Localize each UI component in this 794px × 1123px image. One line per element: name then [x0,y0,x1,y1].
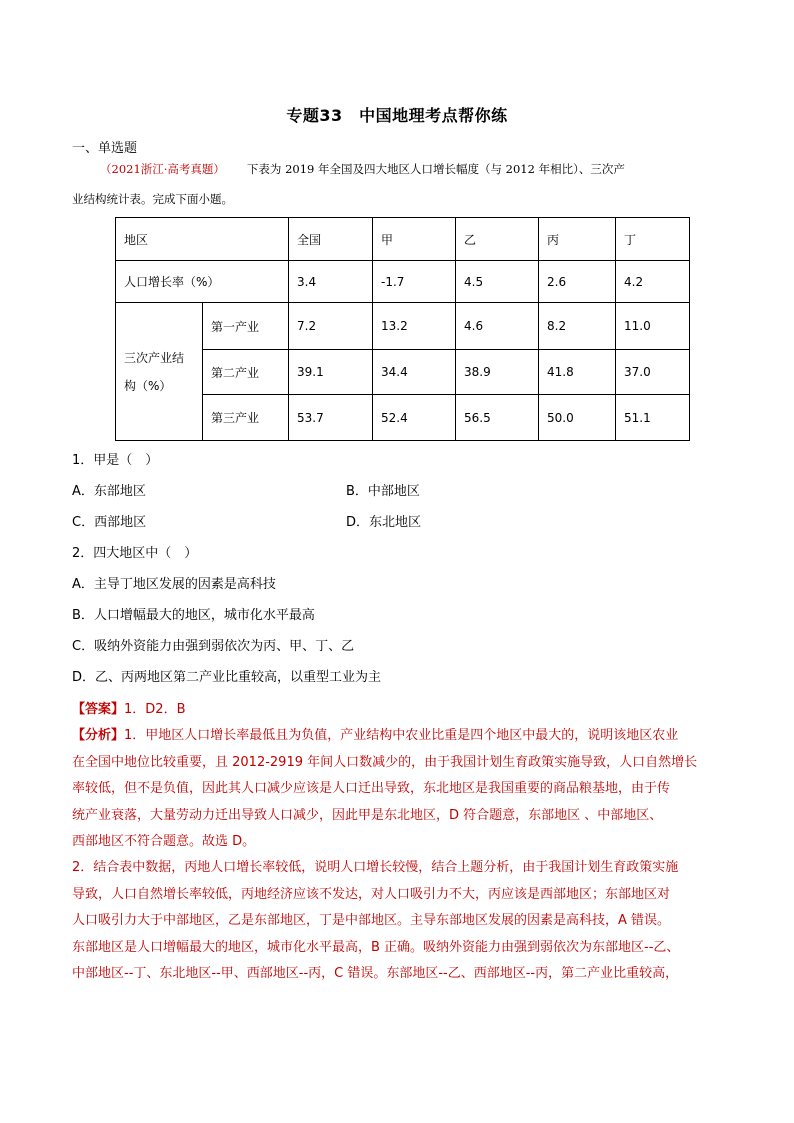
analysis-line: 西部地区不符合题意。故选 D。 [72,834,256,849]
row-group-label [116,303,203,441]
table-cell: -1.7 [373,261,456,303]
question-2-stem: 2．四大地区中（ ） [72,546,198,561]
table-cell: 2.6 [539,261,616,303]
table-cell: 38.9 [456,350,539,395]
row-label: 人口增长率（%） [116,261,289,303]
intro-text-2: 业结构统计表。完成下面小题。 [72,192,233,206]
question-intro-line-1 [72,158,722,180]
question-source: （2021浙江·高考真题） [100,162,225,176]
header-cell: 丁 [616,218,690,261]
table-cell: 56.5 [456,395,539,441]
header-cell: 全国 [289,218,373,261]
q1-option-d[interactable]: D．东北地区 [346,515,422,530]
answer-label: 【答案】 [72,702,125,717]
analysis-line: 2．结合表中数据，丙地人口增长率较低，说明人口增长较慢，结合上题分析，由于我国计划生育政策实施 [72,860,679,875]
analysis-text: 1．甲地区人口增长率最低且为负值，产业结构中农业比重是四个地区中最大的，说明该地区农业 [124,728,679,743]
table-cell: 7.2 [289,303,373,350]
answer-line [72,698,186,717]
q2-option-b[interactable]: B．人口增幅最大的地区，城市化水平最高 [72,608,315,623]
table-row [116,303,690,350]
table-cell: 41.8 [539,350,616,395]
answer-text: 1．D2．B [124,702,186,717]
q1-option-b[interactable]: B．中部地区 [346,484,420,499]
question-1-stem: 1．甲是（ ） [72,453,159,468]
table-cell: 3.4 [289,261,373,303]
q2-option-c[interactable]: C．吸纳外资能力由强到弱依次为丙、甲、丁、乙 [72,639,355,654]
table-cell: 11.0 [616,303,690,350]
table-row [116,395,690,441]
table-row [116,261,690,303]
analysis-line: 统产业衰落，大量劳动力迁出导致人口减少，因此甲是东北地区，D 符合题意，东部地区 、中部地区、 [72,807,663,823]
row-label: 第二产业 [203,350,289,395]
analysis-line: 在全国中地位比较重要，且 2012-2919 年间人口数减少的，由于我国计划生育政策实施导致，人口自然增长 [72,754,698,770]
table-cell: 4.6 [456,303,539,350]
analysis-line: 导致，人口自然增长率较低，丙地经济应该不发达，对人口吸引力不大，丙应该是西部地区；东部地区对 [72,886,671,902]
analysis-line: 人口吸引力大于中部地区，乙是东部地区，丁是中部地区。主导东部地区发展的因素是高科技，A 错误。 [72,913,671,928]
table-header-row [116,218,690,261]
table-cell: 4.2 [616,261,690,303]
page-title: 专题33 中国地理考点帮你练 [286,106,508,125]
analysis-line [72,723,724,750]
table-cell: 50.0 [539,395,616,441]
table-cell: 13.2 [373,303,456,350]
analysis-paragraph-1 [72,723,724,856]
table-cell: 51.1 [616,395,690,441]
intro-text-1: 下表为 2019 年全国及四大地区人口增长幅度（与 2012 年相比）、三次产 [246,162,625,176]
table-cell: 37.0 [616,350,690,395]
data-table [115,217,690,441]
table-cell: 39.1 [289,350,373,395]
table-cell: 53.7 [289,395,373,441]
question-intro-line-2 [72,188,722,210]
q2-option-a[interactable]: A．主导丁地区发展的因素是高科技 [72,577,276,592]
section-heading: 一、单选题 [72,141,138,156]
header-cell: 甲 [373,218,456,261]
table-cell: 4.5 [456,261,539,303]
q1-option-a[interactable]: A．东部地区 [72,484,146,499]
header-cell: 乙 [456,218,539,261]
q1-option-c[interactable]: C．西部地区 [72,515,147,530]
table-cell: 34.4 [373,350,456,395]
analysis-line: 东部地区是人口增幅最大的地区，城市化水平最高，B 正确。吸纳外资能力由强到弱依次为东部地区--乙、 [72,939,680,955]
row-label: 第三产业 [203,395,289,441]
analysis-label: 【分析】 [72,728,125,743]
table-row [116,350,690,395]
row-group-label-line: 三次产业结 [124,350,185,365]
row-label: 第一产业 [203,303,289,350]
header-cell: 丙 [539,218,616,261]
table-cell: 52.4 [373,395,456,441]
analysis-paragraph-2 [72,855,724,988]
analysis-line: 中部地区--丁、东北地区--甲、西部地区--丙，C 错误。东部地区--乙、西部地区--丙，第二产业比重较高， [72,966,679,981]
analysis-line: 率较低，但不是负值，因此其人口减少应该是人口迁出导致，东北地区是我国重要的商品粮基地，由于传 [72,781,671,796]
q2-option-d[interactable]: D．乙、丙两地区第二产业比重较高，以重型工业为主 [72,670,382,685]
table-cell: 8.2 [539,303,616,350]
row-group-label-line: 构（%） [124,378,172,393]
header-cell: 地区 [116,218,289,261]
